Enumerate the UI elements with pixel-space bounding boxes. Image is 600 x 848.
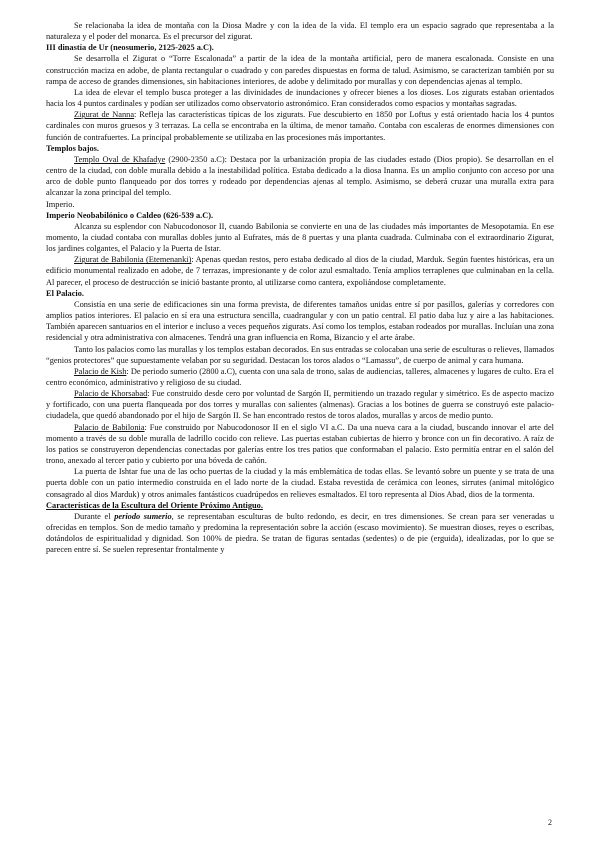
term-babilonia: Palacio de Babilonia bbox=[74, 422, 145, 432]
paragraph-nanna: Zigurat de Nanna: Refleja las características típicas de los zigurats. Fue descubierto en 1850 por Loftus y está orientado hacia los 4 puntos cardinales con muros gruesos y 3 terrazas. La cella se encontraba en la última, de menor tamaño. Contaba con escaleras de enormes dimensiones con función de contrafuertes. La principal probablemente se utilizaba en las procesiones más importantes. bbox=[46, 110, 554, 142]
term-periodo-sumerio: periodo sumerio bbox=[114, 511, 172, 521]
paragraph-elevar: La idea de elevar el templo busca proteger a las divinidades de inundaciones y ofrecer bienes a los dioses. Los zigurats estaban orientados hacia los 4 puntos cardinales y podían ser utilizados como observatorio astronómico. Eran considerados como espacios y montañas sagradas. bbox=[46, 87, 554, 109]
paragraph-decoracion: Tanto los palacios como las murallas y los templos estaban decorados. En sus entradas se colocaban una serie de esculturas o relieves, llamados “genios protectores” que supuestamente velaban por su seguridad. Destacan los toros alados o “Lamassu”, de cuerpo de animal y cara humana. bbox=[46, 344, 554, 365]
paragraph-imperio: Imperio. bbox=[46, 199, 75, 209]
term-khafadye: Templo Oval de Khafadye bbox=[74, 154, 166, 164]
term-khorsabad: Palacio de Khorsabad bbox=[74, 389, 148, 399]
paragraph-khafadye: Templo Oval de Khafadye (2900-2350 a.C): Destaca por la urbanización propia de las ciudades estado (Dios propio). Se desarrollan en el centro de la ciudad, con doble muralla debido a la inestabilidad política. Estaba dedicado a la diosa Inanna. Es un amplio conjunto con acceso por una arco de doble punto flanqueado por dos torres y rodeado por dependencias ajenas al templo. Asimismo, se deberá cruzar una muralla extra para alcanzar la zona principal del templo. bbox=[46, 154, 554, 198]
paragraph-kish: Palacio de Kish: De periodo sumerio (2800 a.C), cuenta con una sala de trono, salas de audiencias, talleres, almacenes y lugares de culto. Era el centro económico, administrativo y religioso de su ciudad. bbox=[46, 366, 554, 387]
heading-neobabilonico: Imperio Neobabilónico o Caldeo (626-539 a.C). bbox=[46, 210, 214, 220]
paragraph-edificaciones: Consistía en una serie de edificaciones sin una forma prevista, de diferentes tamaños unidas entre sí por pasillos, galerías y corredores con amplios patios interiores. El palacio en sí era una estructura sencilla, cuadrangular y con un patio central. El patio daba luz y aire a las habitaciones. También aparecen santuarios en el interior e incluso a veces pequeños zigurats. Así como los templos, estaban rodeados por murallas. Incluían una zona residencial y otra administrativa con almacenes. Tendrá una gran influencia en Roma, Bizancio y el arte árabe. bbox=[46, 299, 554, 343]
term-kish: Palacio de Kish bbox=[74, 366, 127, 376]
document-page bbox=[46, 20, 554, 556]
paragraph-nabucodonosor: Alcanza su esplendor con Nabucodonosor II, cuando Babilonia se convierte en una de las ciudades más importantes de Mesopotamia. En ese momento, la ciudad contaba con murallas dobles junto al Eufrates, más de 8 puertas y una planta cuadrada. Culminaba con el extraordinario Zigurat, los jardines colgantes, el Palacio y la Puerta de Istar. bbox=[46, 221, 554, 254]
heading-escultura: Características de la Escultura del Oriente Próximo Antiguo. bbox=[46, 500, 263, 510]
heading-ur: III dinastía de Ur (neosumerio, 2125-2025 a.C). bbox=[46, 43, 214, 53]
paragraph-khorsabad: Palacio de Khorsabad: Fue construido desde cero por voluntad de Sargón II, permitiendo un trazado regular y simétrico. Es de aspecto macizo y fortificado, con una puerta flanqueada por dos torres y murallas con salientes (almenas). Gracias a los botines de guerra se construyó este palacio-ciudadela, que quedó abandonado por el hijo de Sargón II. Se han encontrado restos de toros alados, murallas y arcos de medio punto. bbox=[46, 389, 554, 421]
paragraph-sumerio: Durante el periodo sumerio, se representaban esculturas de bulto redondo, es decir, en tres dimensiones. Se crean para ser veneradas u ofrecidas en templos. Son de medio tamaño y predomina la representación sobre la acción (escaso movimiento). Se muestran dioses, reyes o escribas, dotándolos de espiritualidad y dignidad. Son 100% de piedra. Se tratan de figuras sentadas (sedentes) o de pie (erguida), idealizadas, por lo que se parecen entre sí. Se suelen representar frontalmente y bbox=[46, 511, 554, 555]
term-nanna: Zigurat de Nanna bbox=[74, 110, 135, 120]
page-number: 2 bbox=[548, 818, 552, 827]
paragraph-zigurat: Se desarrolla el Zigurat o “Torre Escalonada” a partir de la idea de la montaña artificial, pero de manera escalonada. Consiste en una construcción maciza en adobe, de planta rectangular o cuadrado y con paredes dispuestas en forma de talud. Asimismo, se caracterizan también por su rampa de acceso de grandes dimensiones, sin habitaciones interiores, de adobe y delimitado por murallas y con dependencias ajenas al templo. bbox=[46, 54, 554, 86]
heading-templos-bajos: Templos bajos. bbox=[46, 143, 100, 153]
paragraph-montana: Se relacionaba la idea de montaña con la Diosa Madre y con la idea de la vida. El templo era un espacio sagrado que representaba a la naturaleza y el poder del monarca. Es el precursor del zigurat. bbox=[46, 21, 554, 42]
paragraph-ishtar: La puerta de Ishtar fue una de las ocho puertas de la ciudad y la más emblemática de todas ellas. Se levantó sobre un puente y se trata de una puerta doble con un patio intermedio construida en el lado norte de la ciudad. Estaba revestida de cerámica con leones, sirrutes (animal mitológico consagrado al dios Marduk) y otros animales fantásticos cuadrúpedos en relieves esmaltados. El toro representa al Dios Abad, dios de la tormenta. bbox=[46, 467, 554, 499]
term-etemenanki: Zigurat de Babilonia (Etemenanki) bbox=[74, 255, 192, 265]
paragraph-babilonia: Palacio de Babilonia: Fue construido por Nabucodonosor II en el siglo VI a.C. Da una nueva cara a la ciudad, buscando innovar el arte del momento a través de su doble muralla de ladrillo cocido con relieve. Las puertas estaban cubiertas de hierro y bronce con un fin decorativo. A raíz de los patios se construyeron dependencias conectadas por galerías entre los tres patios que conformaban el palacio. Esto permitía entrar en el salón del trono, anexado al tercer patio y cubierto por una bóveda de cañón. bbox=[46, 422, 554, 466]
heading-palacio: El Palacio. bbox=[46, 288, 85, 298]
paragraph-etemenanki: Zigurat de Babilonia (Etemenanki): Apenas quedan restos, pero estaba dedicado al dios de la ciudad, Marduk. Según fuentes históricas, era un edificio monumental realizado en adobe, de 7 terrazas, impresionante y de color azul esmaltado. Tenía amplios terraplenes que culminaban en la cella. Al parecer, el proceso de destrucción se inició bastante pronto, al utilizarse como cantera, expoliándose completamente. bbox=[46, 255, 555, 287]
